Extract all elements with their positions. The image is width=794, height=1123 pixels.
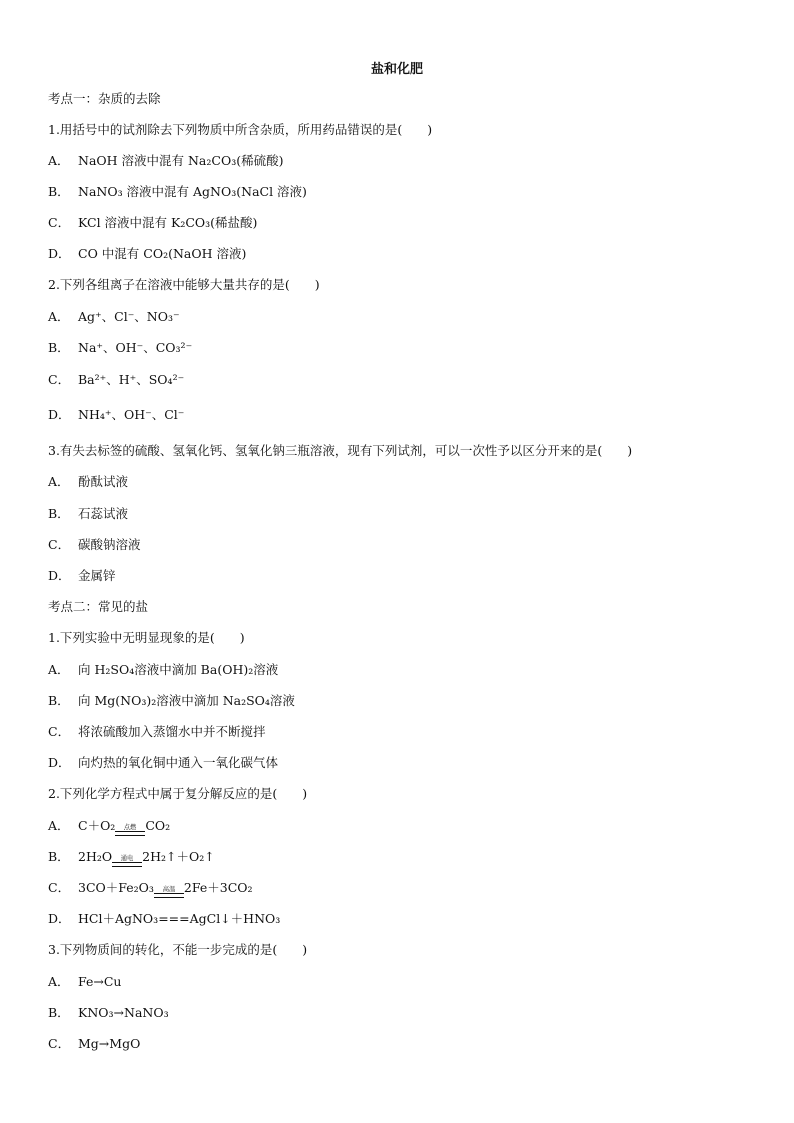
question-stem: 2.下列化学方程式中属于复分解反应的是( ) [48, 786, 308, 801]
question-stem: 3.下列物质间的转化，不能一步完成的是( ) [48, 942, 308, 957]
option-text: 向 Mg(NO₃)₂溶液中滴加 Na₂SO₄溶液 [78, 693, 295, 708]
option-label: C． [48, 372, 71, 387]
equals-sign [115, 831, 145, 836]
option-label: A． [48, 153, 70, 168]
question-stem: 1.下列实验中无明显现象的是( ) [48, 630, 245, 645]
option-text: 碳酸钠溶液 [78, 537, 141, 552]
equation-reactants: 2H₂O [78, 849, 113, 864]
equation-products: 2H₂↑＋O₂↑ [142, 849, 215, 864]
option-label: C． [48, 724, 71, 739]
option-text: KCl 溶液中混有 K₂CO₃(稀盐酸) [78, 215, 258, 230]
equation [78, 880, 253, 898]
option-text: HCl＋AgNO₃===AgCl↓＋HNO₃ [78, 911, 281, 926]
option-label: C． [48, 215, 71, 230]
option-label: D． [48, 568, 71, 583]
reaction-condition [112, 855, 142, 867]
equation [78, 818, 170, 836]
equation-reactants: C＋O₂ [78, 818, 116, 833]
option-text: KNO₃→NaNO₃ [78, 1005, 169, 1020]
option-label: B． [48, 340, 70, 355]
option-text: 金属锌 [78, 568, 116, 583]
option-text: NaOH 溶液中混有 Na₂CO₃(稀硫酸) [78, 153, 284, 168]
equation [78, 849, 215, 867]
option-label: C． [48, 537, 71, 552]
reaction-condition [154, 886, 184, 898]
option-label: C． [48, 1036, 71, 1051]
option-text: 石蕊试液 [78, 506, 129, 521]
option-label: B． [48, 184, 70, 199]
option-label: D． [48, 911, 71, 926]
option-text: Fe→Cu [78, 974, 122, 989]
reaction-condition [115, 824, 145, 836]
option-text: NaNO₃ 溶液中混有 AgNO₃(NaCl 溶液) [78, 184, 307, 199]
equals-sign [112, 862, 142, 867]
option-text: Mg→MgO [78, 1036, 141, 1051]
option-text: 酚酞试液 [78, 474, 129, 489]
option-label: D． [48, 407, 71, 422]
page-title: 盐和化肥 [370, 62, 423, 77]
option-label: A． [48, 974, 70, 989]
option-label: A． [48, 818, 70, 833]
option-text: Ag⁺、Cl⁻、NO₃⁻ [78, 309, 180, 324]
equals-sign [154, 893, 184, 898]
option-text: Ba²⁺、H⁺、SO₄²⁻ [78, 372, 185, 387]
option-text: 将浓硫酸加入蒸馏水中并不断搅拌 [78, 724, 266, 739]
equation-products: 2Fe＋3CO₂ [183, 880, 253, 895]
equation-reactants: 3CO＋Fe₂O₃ [78, 880, 154, 895]
section-heading-1: 考点一：杂质的去除 [48, 91, 161, 106]
option-text: NH₄⁺、OH⁻、Cl⁻ [78, 407, 185, 422]
option-text: 向灼热的氧化铜中通入一氧化碳气体 [78, 755, 279, 770]
option-label: A． [48, 662, 70, 677]
section-heading-2: 考点二：常见的盐 [48, 599, 149, 614]
equation-products: CO₂ [145, 818, 171, 833]
condition-label: 高温 [162, 885, 176, 893]
question-stem: 2.下列各组离子在溶液中能够大量共存的是( ) [48, 277, 320, 292]
option-label: D． [48, 246, 71, 261]
option-text: Na⁺、OH⁻、CO₃²⁻ [78, 340, 193, 355]
option-label: B． [48, 693, 70, 708]
option-label: A． [48, 309, 70, 324]
option-label: C． [48, 880, 71, 895]
option-label: B． [48, 1005, 70, 1020]
question-stem: 3.有失去标签的硫酸、氢氧化钙、氢氧化钠三瓶溶液，现有下列试剂，可以一次性予以区分开来的是( ) [48, 443, 633, 458]
option-label: B． [48, 506, 70, 521]
option-text: CO 中混有 CO₂(NaOH 溶液) [78, 246, 247, 261]
condition-label: 点燃 [124, 823, 137, 831]
option-label: A． [48, 474, 70, 489]
option-text: 向 H₂SO₄溶液中滴加 Ba(OH)₂溶液 [78, 662, 279, 677]
question-stem: 1.用括号中的试剂除去下列物质中所含杂质，所用药品错误的是( ) [48, 122, 433, 137]
condition-label: 通电 [120, 854, 134, 862]
option-label: B． [48, 849, 70, 864]
option-label: D． [48, 755, 71, 770]
